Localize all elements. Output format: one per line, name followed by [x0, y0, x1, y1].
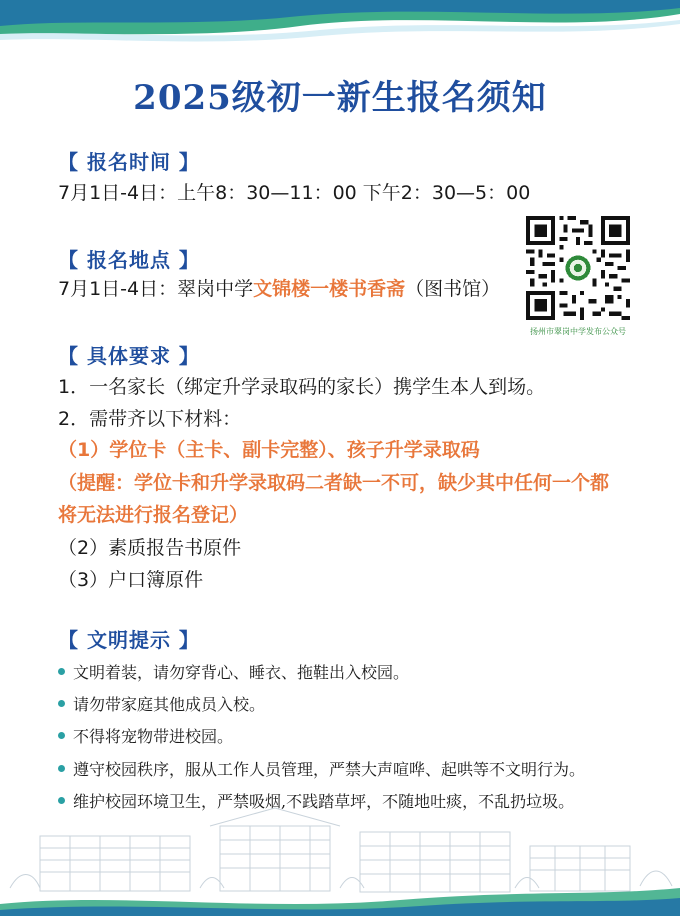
civility-item: 不得将宠物带进校园。: [58, 724, 233, 747]
bullet-icon: [58, 668, 65, 675]
section-heading-location: 【 报名地点 】: [58, 248, 200, 272]
civility-item: 请勿带家庭其他成员入校。: [58, 692, 265, 715]
material-item-3: （3）户口簿原件: [58, 569, 204, 591]
qr-code-icon: [526, 216, 630, 320]
page-title: 2025级初一新生报名须知: [133, 78, 547, 118]
time-text: 7月1日-4日：上午8：30—11：00 下午2：30—5：00: [58, 182, 531, 204]
reminder-line-2: 将无法进行报名登记）: [58, 504, 249, 526]
qr-caption: 扬州市翠岗中学发布公众号: [530, 327, 626, 336]
bullet-icon: [58, 732, 65, 739]
location-text: [58, 274, 500, 301]
bullet-icon: [58, 765, 65, 772]
material-item-1: （1）学位卡（主卡、副卡完整）、孩子升学录取码: [58, 439, 480, 461]
section-heading-time: 【 报名时间 】: [58, 150, 200, 174]
location-prefix: 7月1日-4日：翠岗中学: [58, 278, 254, 300]
location-suffix: （图书馆）: [405, 278, 501, 300]
requirement-item-2: 2．需带齐以下材料：: [58, 408, 242, 430]
section-heading-requirements: 【 具体要求 】: [58, 344, 200, 368]
civility-item: 文明着装，请勿穿背心、睡衣、拖鞋出入校园。: [58, 660, 409, 683]
bullet-icon: [58, 700, 65, 707]
campus-sketch-decoration: [0, 796, 680, 916]
reminder-line-1: （提醒：学位卡和升学录取码二者缺一不可，缺少其中任何一个都: [58, 472, 610, 494]
location-highlight: 文锦楼一楼书香斋: [253, 278, 406, 300]
civility-item: 遵守校园秩序，服从工作人员管理，严禁大声喧哗、起哄等不文明行为。: [58, 757, 585, 780]
material-item-2: （2）素质报告书原件: [58, 537, 242, 559]
top-wave-decoration: [0, 0, 680, 60]
section-heading-civility: 【 文明提示 】: [58, 628, 200, 652]
requirement-item-1: 1．一名家长（绑定升学录取码的家长）携学生本人到场。: [58, 376, 546, 398]
civility-item: 维护校园环境卫生，严禁吸烟,不践踏草坪，不随地吐痰，不乱扔垃圾。: [58, 789, 574, 812]
